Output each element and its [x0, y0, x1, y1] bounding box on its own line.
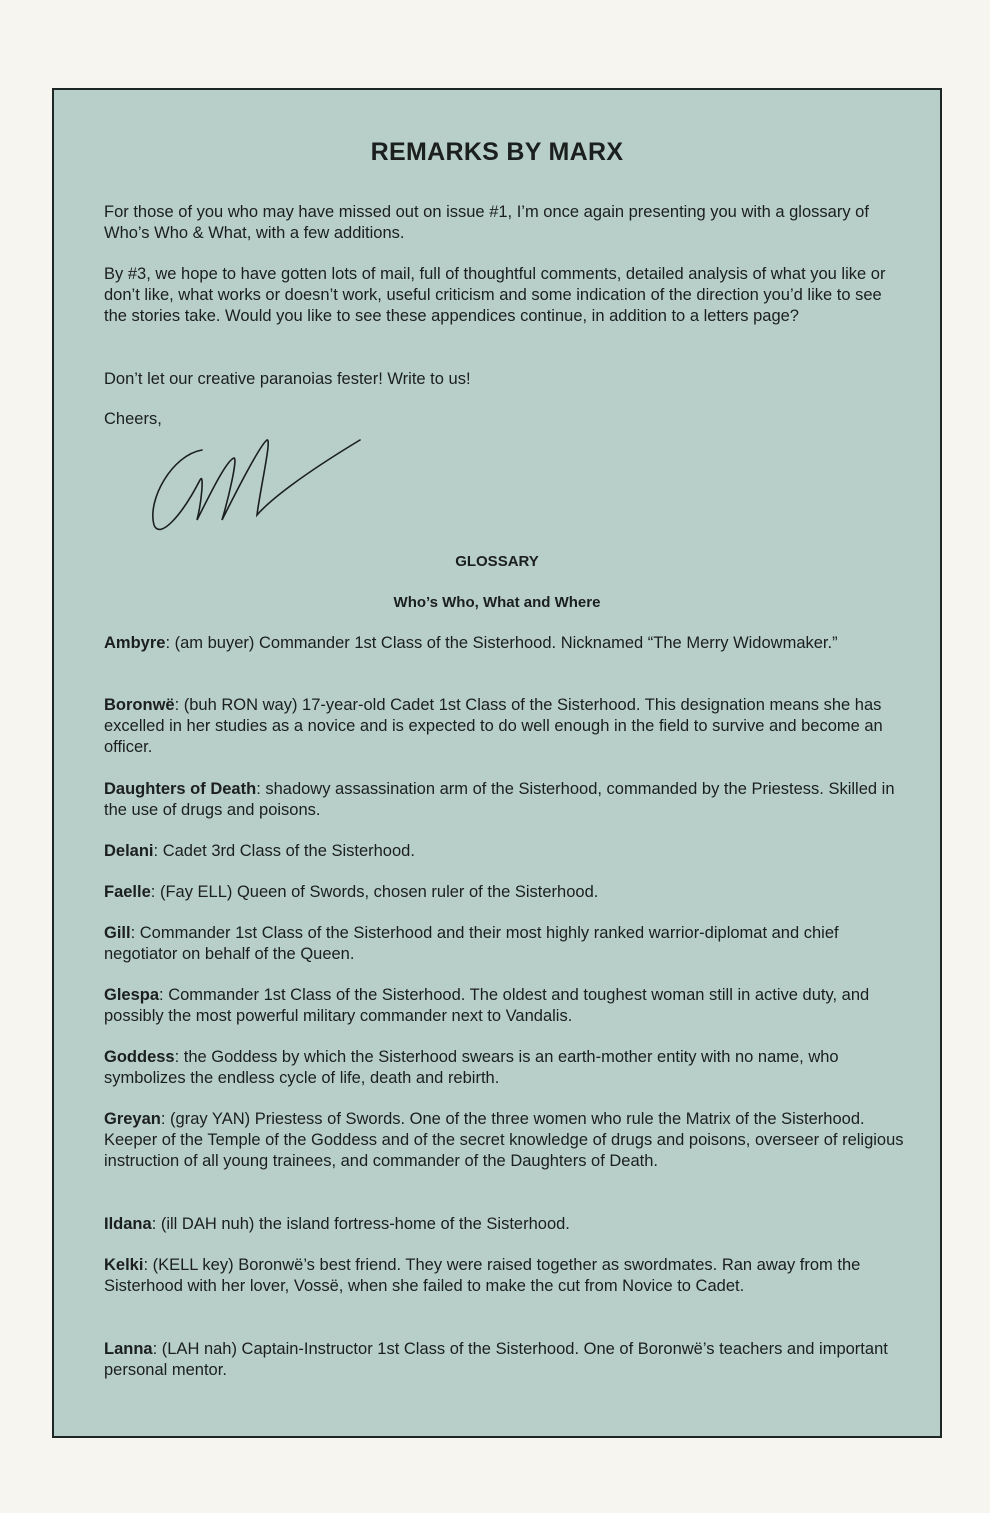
entry-term: Greyan [104, 1110, 161, 1128]
entry-term: Gill [104, 924, 131, 942]
entry-term: Glespa [104, 986, 160, 1004]
entry-text: : Commander 1st Class of the Sisterhood and their most highly ranked warrior-diplomat and chief negotiator on behalf of the Queen. [104, 924, 839, 963]
glossary-entry-daughters-of-death [104, 779, 904, 821]
glossary-entry-goddess [104, 1047, 904, 1089]
remarks-panel [52, 88, 942, 1438]
entry-term: Faelle [104, 883, 151, 901]
entry-term: Lanna [104, 1340, 153, 1358]
glossary-entry-faelle [104, 882, 904, 903]
entry-term: Delani [104, 842, 154, 860]
entry-term: Daughters of Death [104, 780, 257, 798]
glossary-entry-glespa [104, 985, 904, 1027]
signature [142, 420, 382, 540]
page-title: REMARKS BY MARX [370, 138, 624, 166]
sign-off: Cheers, [104, 410, 162, 428]
glossary-entry-greyan [104, 1109, 904, 1172]
glossary-entry-delani [104, 841, 904, 862]
entry-term: Goddess [104, 1048, 175, 1066]
entry-text: : shadowy assassination arm of the Sisterhood, commanded by the Priestess. Skilled in the use of drugs and poisons. [104, 780, 895, 819]
entry-term: Ildana [104, 1215, 152, 1233]
glossary-entry-lanna [104, 1339, 904, 1381]
glossary-entry-ildana [104, 1214, 904, 1235]
entry-text: : Commander 1st Class of the Sisterhood. The oldest and toughest woman still in active duty, and possibly the most powerful military commander next to Vandalis. [104, 986, 870, 1025]
intro-paragraph-1: For those of you who may have missed out on issue #1, I’m once again presenting you with a glossary of Who’s Who & What, with a few additions. [104, 203, 869, 242]
intro-paragraph-3: Don’t let our creative paranoias fester! Write to us! [104, 370, 471, 388]
entry-text: : (gray YAN) Priestess of Swords. One of the three women who rule the Matrix of the Sisterhood. Keeper of the Temple of the Goddess and of the secret knowledge of drugs and poisons, overseer of religious instruction of all young trainees, and commander of the Daughters of Death. [104, 1110, 904, 1170]
entry-text: : (ill DAH nuh) the island fortress-home of the Sisterhood. [151, 1215, 570, 1233]
entry-text: : (KELL key) Boronwë’s best friend. They were raised together as swordmates. Ran away from the Sisterhood with her lover, Vossë, when she failed to make the cut from Novice to Cadet. [104, 1256, 861, 1295]
intro-paragraph-2: By #3, we hope to have gotten lots of mail, full of thoughtful comments, detailed analysis of what you like or don’t like, what works or doesn’t work, useful criticism and some indication of the direction you’d like to see the stories take. Would you like to see these appendices continue, in addition to a letters page? [104, 265, 886, 325]
entry-text: : Cadet 3rd Class of the Sisterhood. [153, 842, 415, 860]
entry-text: : (LAH nah) Captain-Instructor 1st Class of the Sisterhood. One of Boronwë’s teachers and important personal mentor. [104, 1340, 888, 1379]
entry-term: Kelki [104, 1256, 144, 1274]
entry-text: : (Fay ELL) Queen of Swords, chosen ruler of the Sisterhood. [150, 883, 599, 901]
glossary-subheading: Who’s Who, What and Where [393, 594, 601, 611]
glossary-entry-kelki [104, 1255, 904, 1297]
entry-text: : (am buyer) Commander 1st Class of the Sisterhood. Nicknamed “The Merry Widowmaker.” [165, 634, 838, 652]
glossary-entry-ambyre [104, 633, 904, 654]
entry-term: Ambyre [104, 634, 166, 652]
glossary-heading: GLOSSARY [455, 553, 539, 570]
entry-text: : the Goddess by which the Sisterhood swears is an earth-mother entity with no name, who symbolizes the endless cycle of life, death and rebirth. [104, 1048, 839, 1087]
entry-term: Boronwë [104, 696, 175, 714]
entry-text: : (buh RON way) 17-year-old Cadet 1st Class of the Sisterhood. This designation means she has excelled in her studies as a novice and is expected to do well enough in the field to survive and become an officer. [104, 696, 883, 756]
glossary-entry-gill [104, 923, 904, 965]
glossary-entry-boronwe [104, 695, 904, 758]
